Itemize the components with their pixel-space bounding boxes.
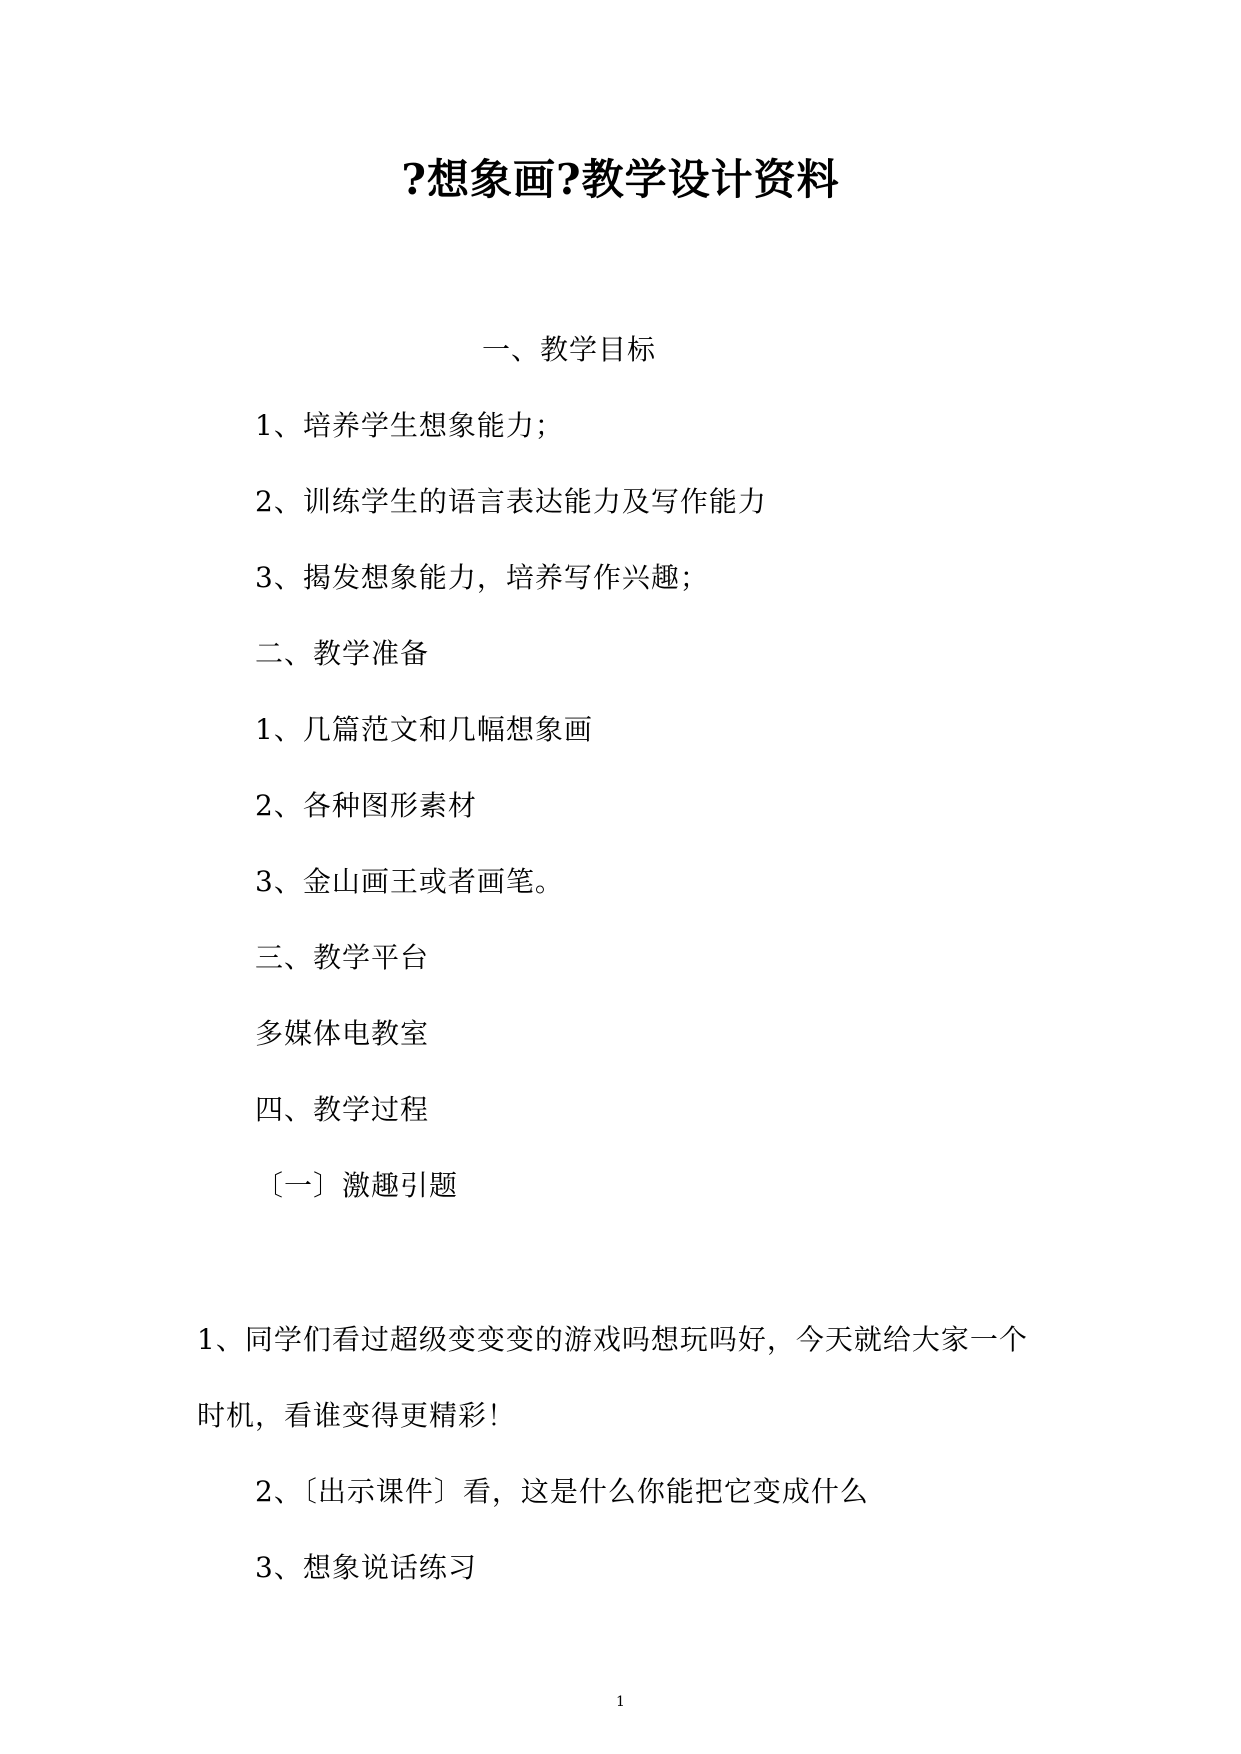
paragraph-line: 2、各种图形素材 bbox=[255, 789, 477, 822]
paragraph-line: 3、揭发想象能力，培养写作兴趣； bbox=[255, 561, 709, 594]
paragraph-line: 3、想象说话练习 bbox=[255, 1551, 477, 1584]
paragraph-line: 1、培养学生想象能力； bbox=[255, 409, 564, 442]
paragraph-line: 时机，看谁变得更精彩！ bbox=[197, 1399, 517, 1432]
paragraph-line: 多媒体电教室 bbox=[255, 1017, 430, 1050]
paragraph-line: 2、〔出示课件〕看，这是什么你能把它变成什么 bbox=[255, 1475, 869, 1508]
section-heading-process: 四、教学过程 bbox=[255, 1093, 430, 1126]
paragraph-line: 3、金山画王或者画笔。 bbox=[255, 865, 564, 898]
page-number: 1 bbox=[616, 1694, 625, 1710]
paragraph-line: 2、训练学生的语言表达能力及写作能力 bbox=[255, 485, 767, 518]
section-heading-preparation: 二、教学准备 bbox=[255, 637, 430, 670]
section-heading-platform: 三、教学平台 bbox=[255, 941, 430, 974]
subsection-heading: 〔一〕激趣引题 bbox=[255, 1169, 459, 1202]
document-title: ?想象画?教学设计资料 bbox=[401, 155, 840, 204]
paragraph-line: 1、同学们看过超级变变变的游戏吗想玩吗好，今天就给大家一个 bbox=[197, 1323, 1028, 1356]
paragraph-line: 1、几篇范文和几幅想象画 bbox=[255, 713, 593, 746]
section-heading-goals: 一、教学目标 bbox=[482, 333, 657, 366]
